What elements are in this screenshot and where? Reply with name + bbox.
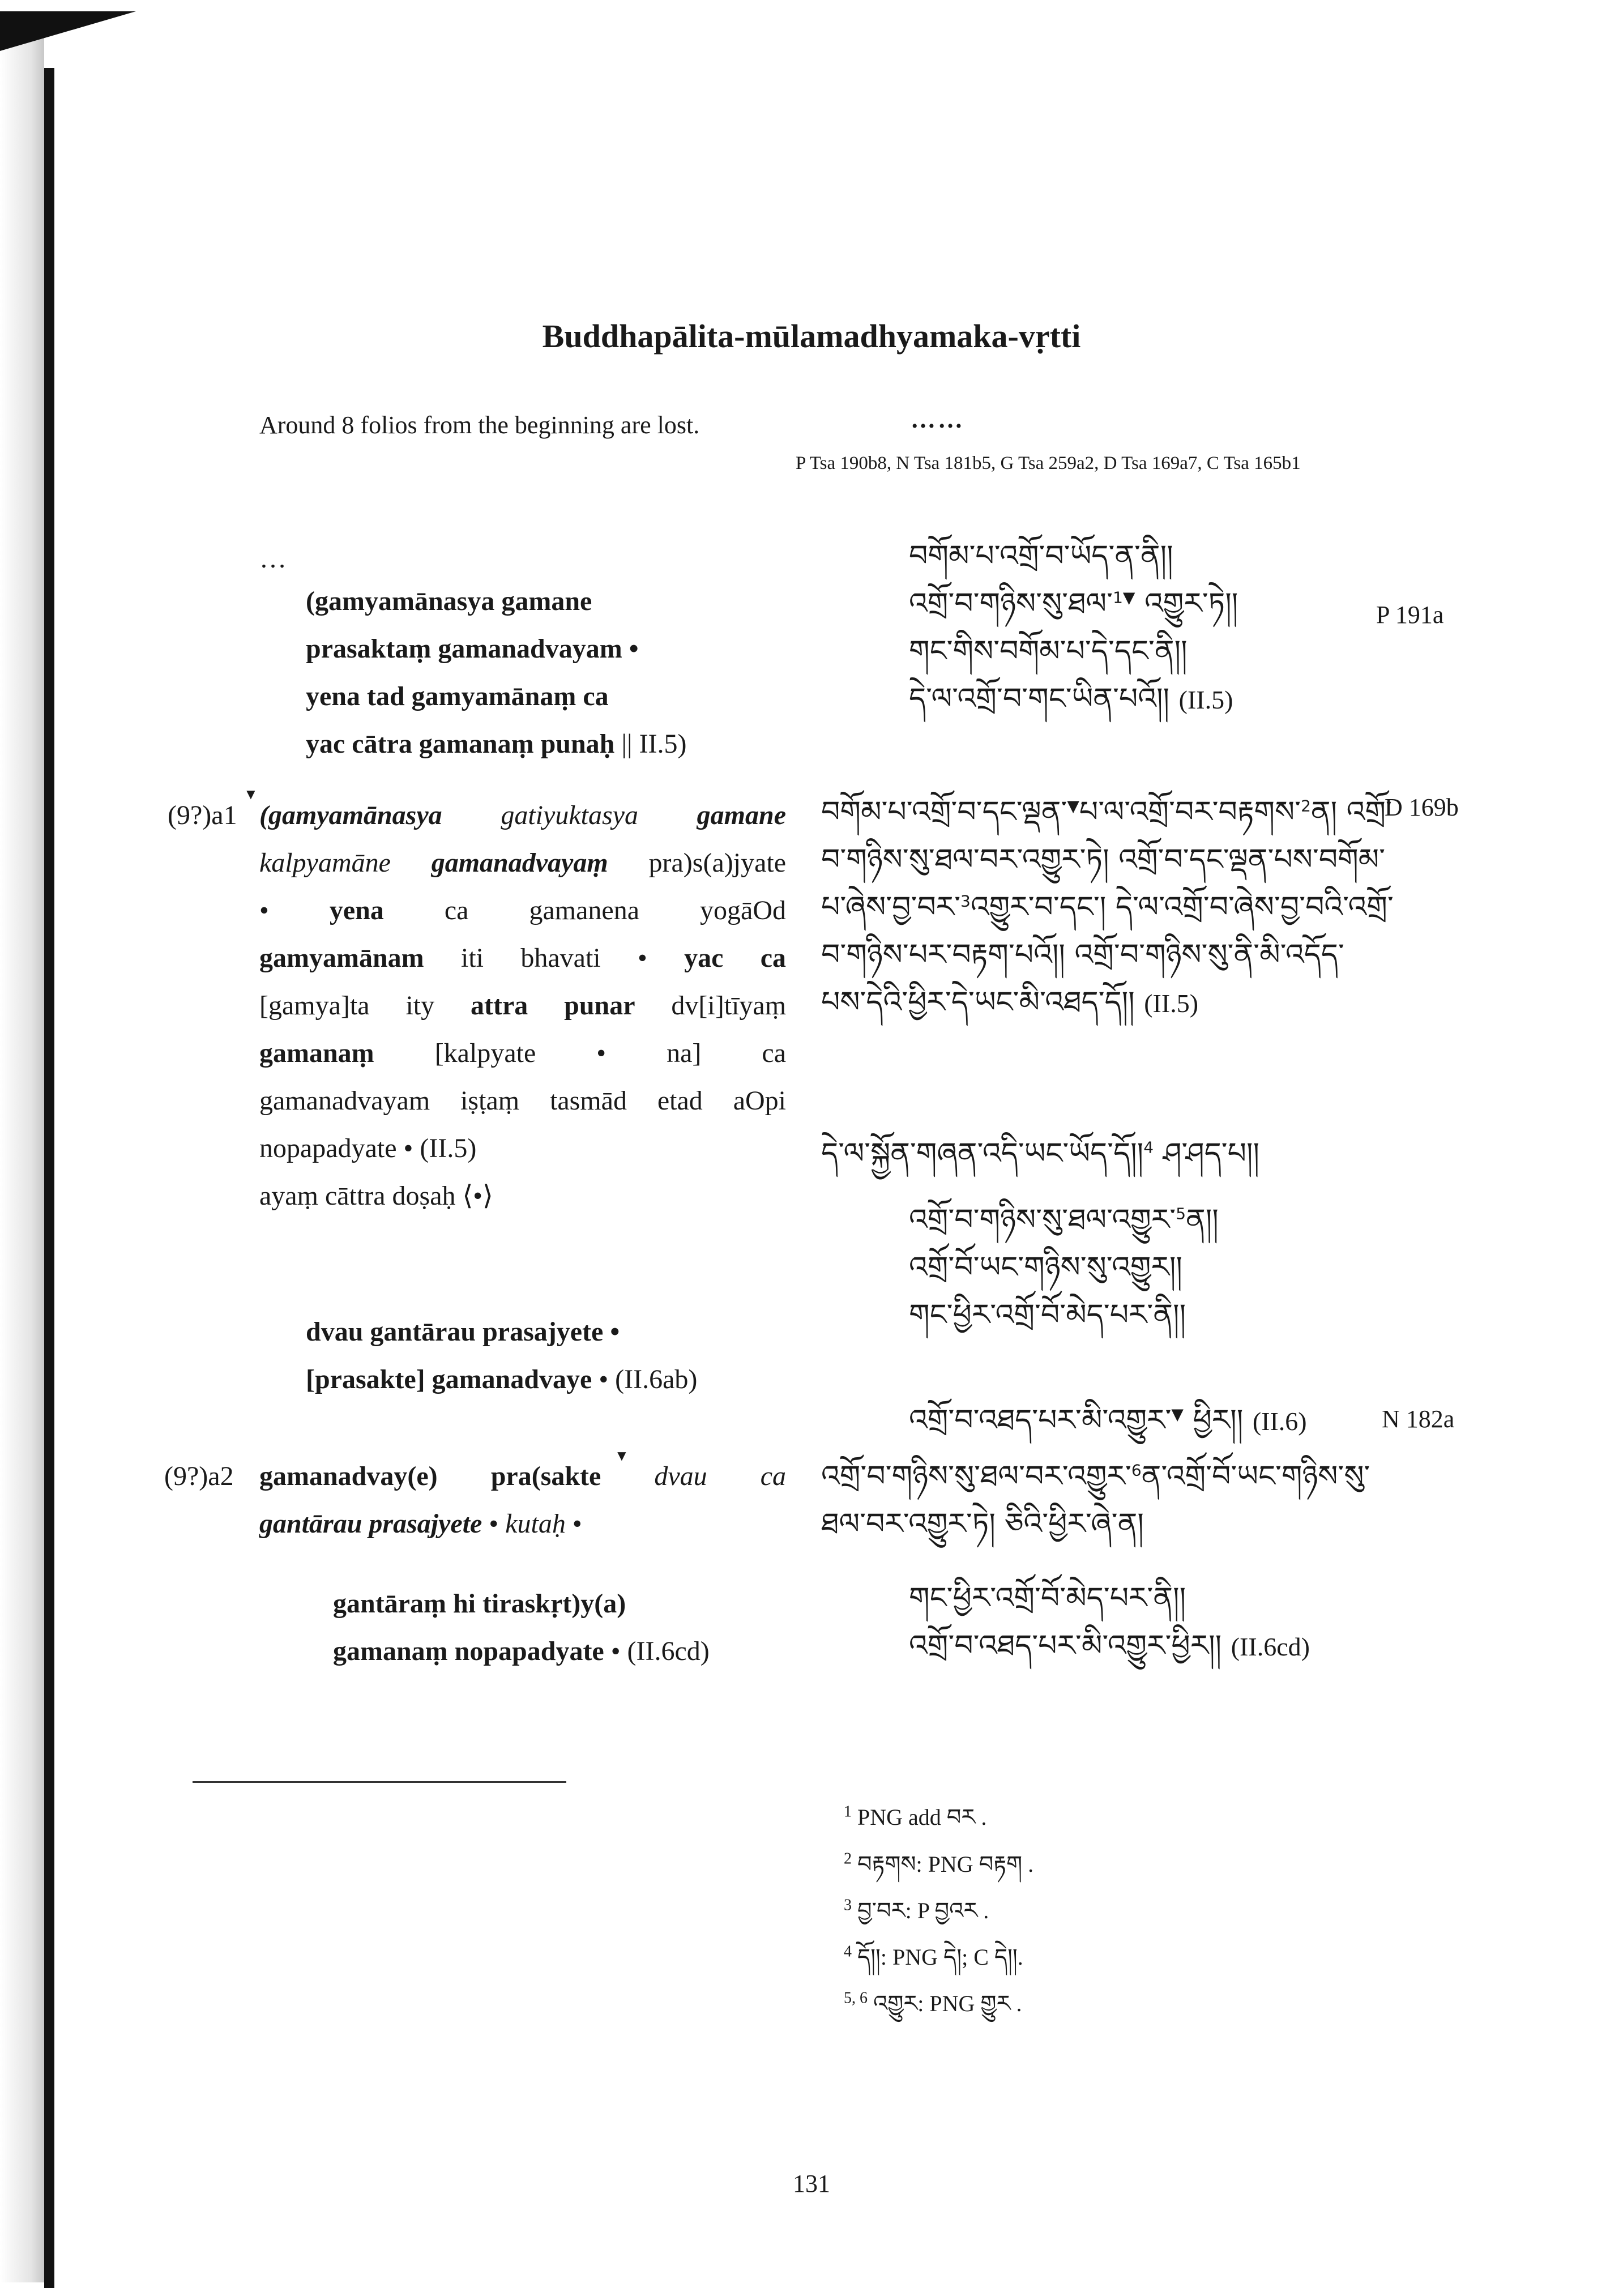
c1-w24: [kalpyate (434, 1038, 536, 1068)
c2-w1: gamanadvay(e) (259, 1461, 438, 1491)
tib-commentary-1-line-2: བ་གཉིས་སུ་ཐལ་བར་འགྱུར་ཏེ། འགྲོ་བ་དང་ལྡན་པས་བགོམ་ (821, 843, 1386, 877)
c1-w17: ca (760, 943, 787, 973)
verse-1-line-4 (306, 720, 687, 768)
commentary-1-line-4 (259, 934, 786, 982)
tib-c1-l5-text: པས་དེའི་ཕྱིར་དེ་ཡང་མི་འཐད་དོ།། (821, 985, 1135, 1019)
tib-c1-l1-a: བགོམ་པ་འགྲོ་བ་དང་ལྡན་ (821, 795, 1067, 829)
tib-verse-1-line-3: གང་གིས་བགོམ་པ་དེ་དང་ནི།། (909, 634, 1188, 668)
commentary-1-line-7 (259, 1077, 786, 1125)
footnote-1 (844, 1798, 986, 1837)
verse-1-line-3: yena tad gamyamānaṃ ca (306, 681, 609, 711)
left-ellipsis: … (259, 544, 287, 574)
c1-w12: gamyamānam (259, 943, 424, 973)
c1-w31: etad (657, 1086, 703, 1116)
c1-w9: ca (444, 895, 469, 925)
tib-commentary-1-line-4: བ་གཉིས་པར་བརྟག་པའོ།། འགྲོ་བ་གཉིས་སུ་ནི་མི་འདོད་ (821, 938, 1344, 972)
folio-marker-tib-1: ▼ (1122, 588, 1135, 607)
folio-marker-tib-2: ▼ (1067, 796, 1079, 816)
footnote-2-num: 2 (844, 1850, 852, 1868)
tib-c1-ref: (II.5) (1144, 989, 1199, 1018)
margin-ref-p: P 191a (1376, 601, 1444, 629)
commentary-1-line-5 (259, 982, 786, 1030)
verse-2-line-2-text: [prasakte] gamanadvaye (306, 1364, 592, 1394)
tib-c3-l1-b: ན་འགྲོ་བོ་ཡང་གཉིས་སུ་ (1141, 1459, 1370, 1493)
margin-ref-n: N 182a (1382, 1405, 1455, 1433)
verse-2-line-2 (306, 1356, 697, 1403)
c2-w7: kutaḥ (505, 1509, 566, 1539)
c1-w27: ca (762, 1038, 787, 1068)
tib-commentary-2-line-1 (821, 1130, 1259, 1177)
footnote-ref-5: 5 (1176, 1204, 1186, 1223)
footnote-5-6-text: འགྱུར: PNG གྱུར . (873, 1991, 1022, 2016)
spine-bar (44, 68, 54, 2288)
c1-w13: iti (460, 943, 484, 973)
c1-w16: yac (684, 943, 724, 973)
c1-w26: na] (667, 1038, 702, 1068)
c1-w25: • (596, 1038, 607, 1068)
tib-v2-l1-a: འགྲོ་བ་གཉིས་སུ་ཐལ་འགྱུར་ (909, 1203, 1176, 1237)
tib-v2-l4-b: ཕྱིར།། (1193, 1403, 1244, 1437)
footnote-ref-6: 6 (1131, 1461, 1142, 1480)
c1-w19: ity (405, 991, 435, 1021)
verse-1-line-4-text: yac cātra gamanaṃ punaḥ (306, 729, 615, 759)
tib-commentary-1-line-5 (821, 979, 1198, 1027)
c1-w15: • (637, 943, 647, 973)
c1-w28: gamanadvayam (259, 1086, 430, 1116)
verse-2-line-1: dvau gantārau prasajyete • (306, 1317, 620, 1347)
footnote-3-text: བྱ་བར: P བྱའར . (857, 1898, 989, 1923)
page-number: 131 (793, 2170, 830, 2197)
c1-w7: • (259, 895, 269, 925)
commentary-1-line-9: ayaṃ cāttra doṣaḥ ⟨•⟩ (259, 1181, 493, 1211)
tib-v1-l4-text: དེ་ལ་འགྲོ་བ་གང་ཡིན་པའོ།། (909, 682, 1170, 716)
tib-commentary-3-line-2: ཐལ་བར་འགྱུར་ཏེ། ཅིའི་ཕྱིར་ཞེ་ན། (821, 1507, 1144, 1541)
tib-verse-2-line-1 (909, 1196, 1219, 1244)
c1-w32: aOpi (733, 1086, 786, 1116)
c2-w6: • (489, 1509, 499, 1539)
footnote-5-6-num: 5, 6 (844, 1989, 868, 2007)
spine-wedge (0, 11, 136, 51)
commentary-1-line-1 (259, 792, 786, 839)
tib-v2-l4-a: འགྲོ་བ་འཐད་པར་མི་འགྱུར་ (909, 1403, 1172, 1437)
footnote-ref-3: 3 (960, 891, 971, 911)
verse-1-line-2: prasaktaṃ gamanadvayam • (306, 634, 639, 664)
tib-verse-1-line-2 (909, 580, 1238, 628)
tib-c1-l3-a: པ་ཞེས་བྱ་བར་ (821, 890, 961, 924)
c1-w22: dv[i]tīyaṃ (671, 991, 787, 1021)
c1-w23: gamanaṃ (259, 1038, 374, 1068)
commentary-1-line-2 (259, 839, 786, 887)
tib-v3-l2-text: འགྲོ་བ་འཐད་པར་མི་འགྱུར་ཕྱིར།། (909, 1629, 1222, 1663)
tib-verse-3-line-1: གང་ཕྱིར་འགྲོ་བོ་མེད་པར་ནི།། (909, 1581, 1186, 1615)
commentary-2-line-1 (259, 1453, 786, 1500)
margin-ref-d: D 169b (1385, 793, 1459, 821)
footnote-5-6 (844, 1985, 1022, 2023)
tib-verse-2-line-4 (909, 1397, 1307, 1445)
tib-commentary-1-line-3 (821, 884, 1394, 931)
c2-w4: ca (760, 1461, 787, 1491)
c1-w8: yena (329, 895, 384, 925)
commentary-1-line-3 (259, 887, 786, 934)
folio-marker-2: ▼ (614, 1448, 629, 1464)
c1-w2: gatiyuktasya (501, 800, 638, 830)
c1-w1: (gamyamānasya (259, 800, 442, 830)
folio-marker-tib-3: ▼ (1171, 1405, 1184, 1424)
footnote-3 (844, 1892, 989, 1930)
footnote-ref-1: 1 (1113, 588, 1123, 607)
c1-w10: gamanena (529, 895, 640, 925)
tib-verse-3-line-2 (909, 1622, 1310, 1671)
c2-w8: • (572, 1509, 582, 1539)
tib-c1-l1-c: ན། འགྲོ་ (1310, 795, 1392, 829)
c1-w3: gamane (697, 800, 786, 830)
footnote-ref-4: 4 (1143, 1138, 1154, 1157)
footnote-2-text: བརྟགས: PNG བརྟག . (857, 1851, 1034, 1877)
tib-c2-text-b: ཤ་ཤད་པ།། (1163, 1137, 1260, 1171)
tib-c3-l1-a: འགྲོ་བ་གཉིས་སུ་ཐལ་བར་འགྱུར་ (821, 1459, 1131, 1493)
c1-w5: gamanadvayaṃ (431, 848, 608, 878)
verse-3-ref: • (II.6cd) (610, 1636, 710, 1666)
c1-w29: iṣṭaṃ (460, 1086, 520, 1116)
tib-c1-l3-b: འགྱུར་བ་དང་། དེ་ལ་འགྲོ་བ་ཞེས་བྱ་བའི་འགྲོ་ (970, 890, 1394, 924)
tib-v1-l2-b: འགྱུར་ཏེ།། (1144, 587, 1238, 621)
footnote-1-num: 1 (844, 1803, 852, 1821)
ellipsis-dots: …… (911, 406, 965, 433)
footnote-1-text: PNG add བར . (857, 1804, 987, 1830)
tib-verse-1-line-1: བགོམ་པ་འགྲོ་བ་ཡོད་ན་ནི།། (909, 539, 1173, 573)
tib-v1-ref: (II.5) (1178, 685, 1233, 714)
verse-2-ref: • (II.6ab) (599, 1364, 698, 1394)
commentary-1-line-6 (259, 1030, 786, 1077)
c1-w6: pra)s(a)jyate (648, 848, 787, 878)
c2-w5: gantārau prasajyete (259, 1509, 482, 1539)
tib-v2-l1-b: ན།། (1186, 1203, 1219, 1237)
verse-1-ref: || II.5) (621, 729, 687, 759)
tib-v1-l2-a: འགྲོ་བ་གཉིས་སུ་ཐལ་ (909, 587, 1113, 621)
footnote-4 (844, 1938, 1023, 1977)
c1-w18: [gamya]ta (259, 991, 370, 1021)
c2-w3: dvau (654, 1461, 707, 1491)
c2-w2: pra(sakte (490, 1461, 601, 1491)
tib-v3-ref: (II.6cd) (1231, 1632, 1310, 1661)
tib-verse-1-line-4 (909, 675, 1233, 724)
footnote-2 (844, 1845, 1033, 1884)
footnote-4-num: 4 (844, 1943, 852, 1961)
verse-1-line-1: (gamyamānasya gamane (306, 586, 592, 616)
footnote-3-num: 3 (844, 1896, 852, 1914)
folio-marker-1: ▼ (244, 786, 258, 803)
c1-w30: tasmād (549, 1086, 627, 1116)
edition-references: P Tsa 190b8, N Tsa 181b5, G Tsa 259a2, D Tsa 169a7, C Tsa 165b1 (796, 453, 1301, 473)
commentary-1-line-8: nopapadyate • (II.5) (259, 1133, 477, 1163)
footnote-ref-2: 2 (1301, 796, 1311, 816)
c1-w4: kalpyamāne (259, 848, 391, 878)
footnote-4-text: དོ།།: PNG དེ།; C དེ།།. (857, 1944, 1023, 1970)
c1-w11: yogāOd (700, 895, 787, 925)
tib-commentary-1-line-1 (821, 788, 1392, 836)
page-title: Buddhapālita-mūlamadhyamaka-vṛtti (542, 318, 1081, 355)
commentary-1-label: (9?)a1 (168, 800, 237, 830)
verse-3-line-1: gantāraṃ hi tiraskṛt)y(a) (333, 1589, 626, 1619)
commentary-2-label: (9?)a2 (164, 1461, 234, 1491)
c1-w20: attra (470, 991, 528, 1021)
tib-commentary-3-line-1 (821, 1453, 1370, 1500)
tib-c1-l1-b: པ་ལ་འགྲོ་བར་བརྟགས་ (1079, 795, 1301, 829)
c1-w21: punar (564, 991, 635, 1021)
tib-verse-2-line-2: འགྲོ་བོ་ཡང་གཉིས་སུ་འགྱུར།། (909, 1251, 1182, 1284)
commentary-2-line-2 (259, 1500, 582, 1548)
lost-folios-note: Around 8 folios from the beginning are lost. (259, 411, 700, 439)
verse-3-line-2-text: gamanaṃ nopapadyate (333, 1636, 604, 1666)
tib-verse-2-line-3: གང་ཕྱིར་འགྲོ་བོ་མེད་པར་ནི།། (909, 1298, 1186, 1332)
footnote-separator (193, 1781, 566, 1783)
tib-c2-text: དེ་ལ་སྐྱོན་གཞན་འདི་ཡང་ཡོད་དོ།། (821, 1137, 1144, 1171)
c1-w14: bhavati (520, 943, 601, 973)
spine-gradient (0, 23, 44, 2282)
verse-3-line-2 (333, 1628, 710, 1675)
tib-v2-ref: (II.6) (1252, 1407, 1307, 1436)
